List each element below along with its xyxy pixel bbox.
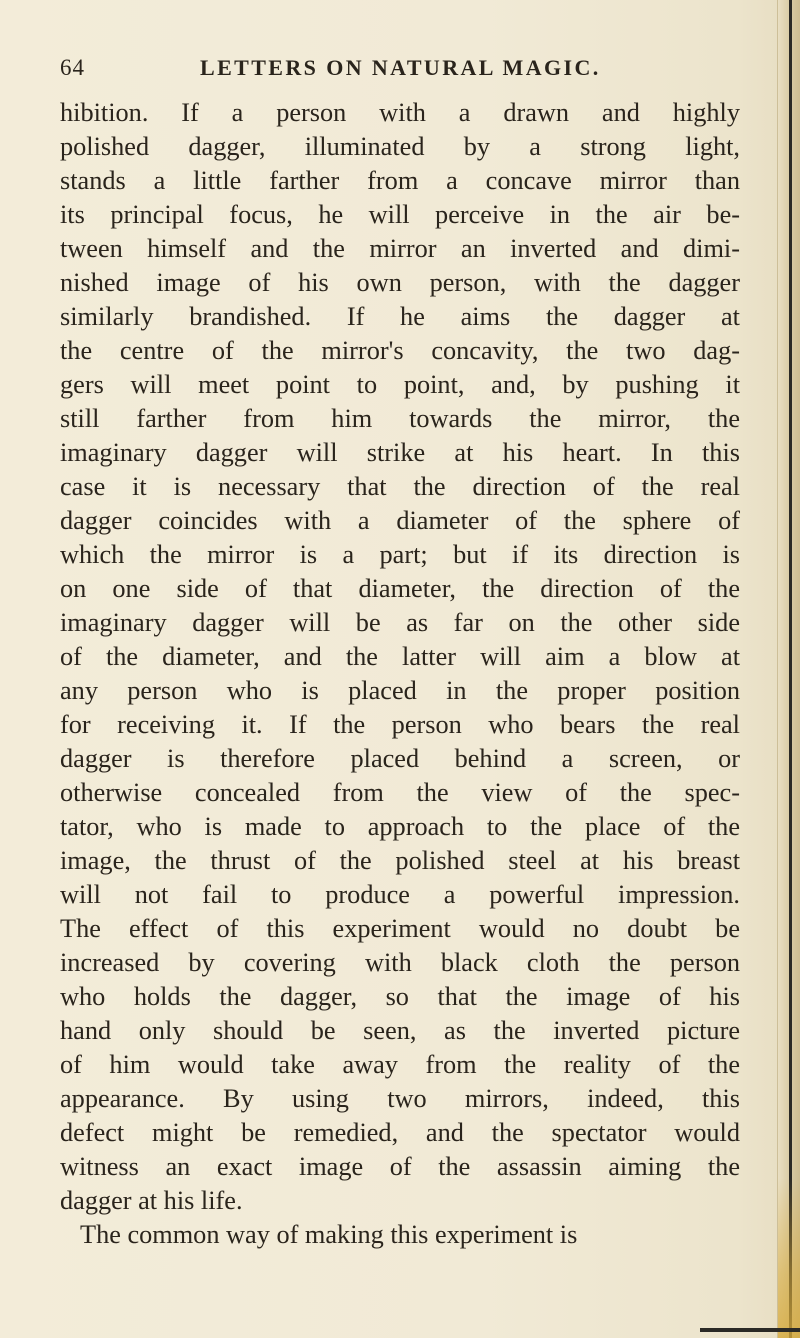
text-line: image, the thrust of the polished steel at his breast [60, 846, 740, 875]
body-text [60, 96, 740, 1252]
text-line: still farther from him towards the mirror, the [60, 404, 740, 433]
text-line: on one side of that diameter, the direction of the [60, 574, 740, 603]
running-head: LETTERS ON NATURAL MAGIC. [200, 55, 601, 80]
text-line: similarly brandished. If he aims the dagger at [60, 302, 740, 331]
text-line: dagger coincides with a diameter of the sphere of [60, 506, 740, 535]
text-line: dagger is therefore placed behind a screen, or [60, 744, 740, 773]
text-line: increased by covering with black cloth the person [60, 948, 740, 977]
text-line: for receiving it. If the person who bears the real [60, 710, 740, 739]
text-line: gers will meet point to point, and, by pushing it [60, 370, 740, 399]
text-line: tween himself and the mirror an inverted and dimi- [60, 234, 740, 263]
paragraph-start-line: The common way of making this experiment is [80, 1220, 578, 1249]
text-line: tator, who is made to approach to the place of the [60, 812, 740, 841]
text-line: imaginary dagger will be as far on the other side [60, 608, 740, 637]
text-line: witness an exact image of the assassin aiming the [60, 1152, 740, 1181]
text-line: imaginary dagger will strike at his heart. In this [60, 438, 740, 467]
page-header [60, 55, 740, 85]
text-line: of the diameter, and the latter will aim a blow at [60, 642, 740, 671]
text-line: stands a little farther from a concave mirror than [60, 166, 740, 195]
page-edge-stain [778, 1178, 800, 1338]
paragraph-end-line: dagger at his life. [60, 1186, 243, 1215]
text-line: who holds the dagger, so that the image of his [60, 982, 740, 1011]
bottom-rule [700, 1328, 800, 1332]
text-line: polished dagger, illuminated by a strong light, [60, 132, 740, 161]
text-line: appearance. By using two mirrors, indeed, this [60, 1084, 740, 1113]
text-line: will not fail to produce a powerful impression. [60, 880, 740, 909]
text-line: otherwise concealed from the view of the spec- [60, 778, 740, 807]
text-line: nished image of his own person, with the dagger [60, 268, 740, 297]
text-line: defect might be remedied, and the spectator would [60, 1118, 740, 1147]
text-line: any person who is placed in the proper position [60, 676, 740, 705]
text-line: hand only should be seen, as the inverted picture [60, 1016, 740, 1045]
text-line: hibition. If a person with a drawn and highly [60, 98, 740, 127]
text-line: case it is necessary that the direction of the real [60, 472, 740, 501]
page-edge-line [789, 0, 792, 1338]
text-line: the centre of the mirror's concavity, the two dag- [60, 336, 740, 365]
text-line: which the mirror is a part; but if its direction is [60, 540, 740, 569]
text-line: of him would take away from the reality of the [60, 1050, 740, 1079]
page-number: 64 [60, 55, 85, 80]
text-line: The effect of this experiment would no doubt be [60, 914, 740, 943]
text-line: its principal focus, he will perceive in the air be- [60, 200, 740, 229]
